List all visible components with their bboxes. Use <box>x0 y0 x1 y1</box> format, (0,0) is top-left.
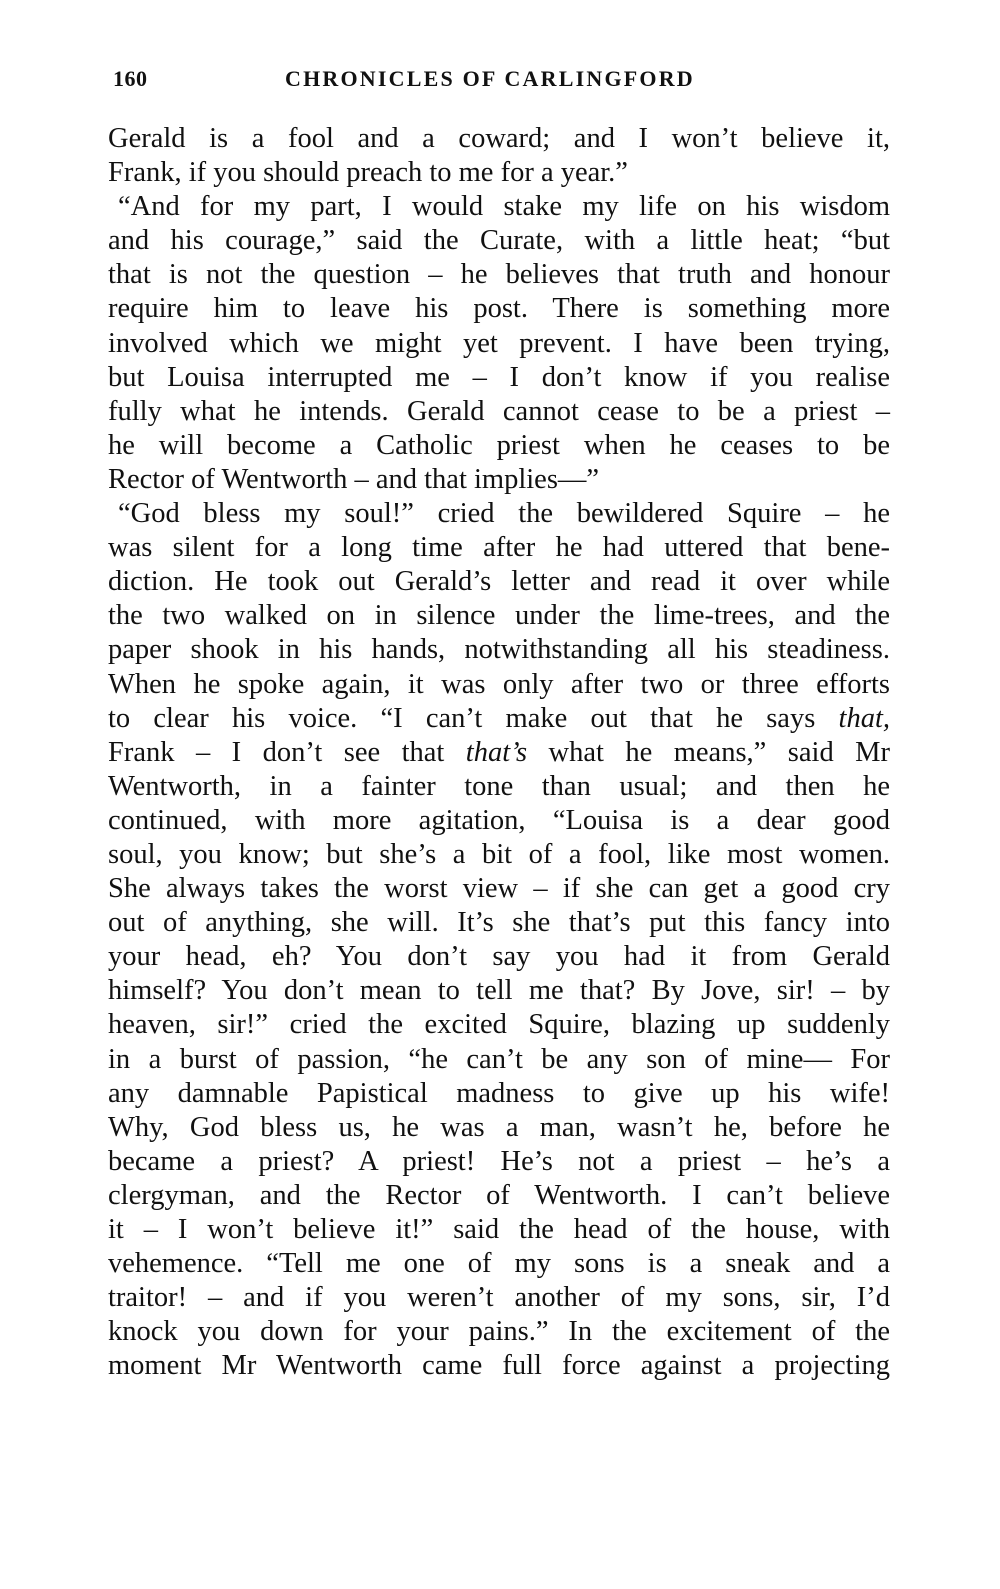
text-segment: the two walked on in silence under the lime-trees, and the <box>108 600 890 632</box>
text-segment: and his courage,” said the Curate, with a little heat; “but <box>108 225 890 257</box>
text-line <box>108 1281 890 1315</box>
page-number: 160 <box>113 66 148 91</box>
text-segment: fully what he intends. Gerald cannot cease to be a priest – <box>108 395 890 427</box>
text-segment: he will become a Catholic priest when he ceases to be <box>108 429 890 461</box>
text-line <box>108 463 890 497</box>
text-segment: “And for my part, I would stake my life on his wisdom <box>118 191 890 223</box>
text-line <box>108 1008 890 1042</box>
text-line <box>108 1077 890 1111</box>
text-segment: Gerald is a fool and a coward; and I won’t believe it, <box>108 123 890 154</box>
text-line <box>108 395 890 429</box>
text-segment: vehemence. “Tell me one of my sons is a sneak and a <box>108 1248 890 1280</box>
running-title: CHRONICLES OF CARLINGFORD <box>285 66 695 91</box>
text-segment: heaven, sir!” cried the excited Squire, blazing up suddenly <box>108 1009 890 1041</box>
text-line <box>108 1315 890 1349</box>
text-line <box>108 1111 890 1145</box>
text-line <box>108 565 890 599</box>
text-segment: diction. He took out Gerald’s letter and read it over while <box>108 566 890 598</box>
text-line <box>108 872 890 906</box>
text-segment: Frank – I don’t see that <box>108 736 466 768</box>
text-line <box>108 906 890 940</box>
text-segment: in a burst of passion, “he can’t be any son of mine— For <box>108 1043 890 1075</box>
text-line <box>108 838 890 872</box>
text-line <box>108 224 890 258</box>
text-segment: to clear his voice. “I can’t make out that he says <box>108 702 839 734</box>
text-segment: it – I won’t believe it!” said the head of the house, with <box>108 1214 890 1245</box>
text-line <box>108 292 890 326</box>
text-line <box>108 633 890 667</box>
text-line <box>108 1179 890 1213</box>
text-segment: that is not the question – he believes that truth and honour <box>108 259 890 291</box>
text-segment: moment Mr Wentworth came full force against a projecting <box>108 1350 890 1382</box>
text-line <box>108 1145 890 1179</box>
text-line <box>108 668 890 702</box>
text-line <box>108 497 890 531</box>
text-segment: paper shook in his hands, notwithstanding all his steadiness. <box>108 634 890 666</box>
italic-text: that, <box>838 702 890 734</box>
text-line <box>108 1349 890 1383</box>
text-line <box>108 1247 890 1281</box>
text-segment: traitor! – and if you weren’t another of my sons, sir, I’d <box>108 1282 890 1314</box>
text-segment: Why, God bless us, he was a man, wasn’t he, before he <box>108 1111 890 1143</box>
text-segment: but Louisa interrupted me – I don’t know if you realise <box>108 361 890 393</box>
text-segment: was silent for a long time after he had uttered that bene- <box>108 532 890 564</box>
text-line <box>108 599 890 633</box>
body-text <box>108 122 890 1383</box>
page-header <box>113 66 889 100</box>
text-segment: continued, with more agitation, “Louisa is a dear good <box>108 804 890 836</box>
text-segment: When he spoke again, it was only after two or three efforts <box>108 668 890 700</box>
text-segment: out of anything, she will. It’s she that’s put this fancy into <box>108 907 890 939</box>
italic-text: that’s <box>465 736 528 768</box>
text-segment: soul, you know; but she’s a bit of a fool, like most women. <box>108 838 890 870</box>
text-segment: your head, eh? You don’t say you had it from Gerald <box>108 941 890 973</box>
text-segment: Frank, if you should preach to me for a year.” <box>108 157 628 189</box>
text-segment: any damnable Papistical madness to give up his wife! <box>108 1077 890 1109</box>
text-line <box>108 736 890 770</box>
text-segment: became a priest? A priest! He’s not a priest – he’s a <box>108 1145 890 1177</box>
text-line <box>108 770 890 804</box>
text-segment: involved which we might yet prevent. I have been trying, <box>108 327 890 359</box>
text-line <box>108 429 890 463</box>
text-segment: She always takes the worst view – if she can get a good cry <box>108 873 890 905</box>
text-line <box>108 156 890 190</box>
text-line <box>108 190 890 224</box>
text-segment: require him to leave his post. There is something more <box>108 293 890 325</box>
text-line <box>108 122 890 156</box>
text-line <box>108 974 890 1008</box>
text-segment: Rector of Wentworth – and that implies—” <box>108 463 600 495</box>
text-line <box>108 702 890 736</box>
text-line <box>108 1213 890 1247</box>
text-segment: “God bless my soul!” cried the bewildered Squire – he <box>118 498 890 530</box>
text-line <box>108 804 890 838</box>
text-line <box>108 1043 890 1077</box>
text-line <box>108 531 890 565</box>
text-line <box>108 327 890 361</box>
text-line <box>108 940 890 974</box>
text-segment: what he means,” said Mr <box>527 736 890 768</box>
text-segment: clergyman, and the Rector of Wentworth. I can’t believe <box>108 1179 890 1211</box>
text-segment: knock you down for your pains.” In the excitement of the <box>108 1316 890 1348</box>
text-line <box>108 361 890 395</box>
text-line <box>108 258 890 292</box>
text-segment: himself? You don’t mean to tell me that? By Jove, sir! – by <box>108 975 890 1007</box>
text-segment: Wentworth, in a fainter tone than usual; and then he <box>108 770 890 802</box>
